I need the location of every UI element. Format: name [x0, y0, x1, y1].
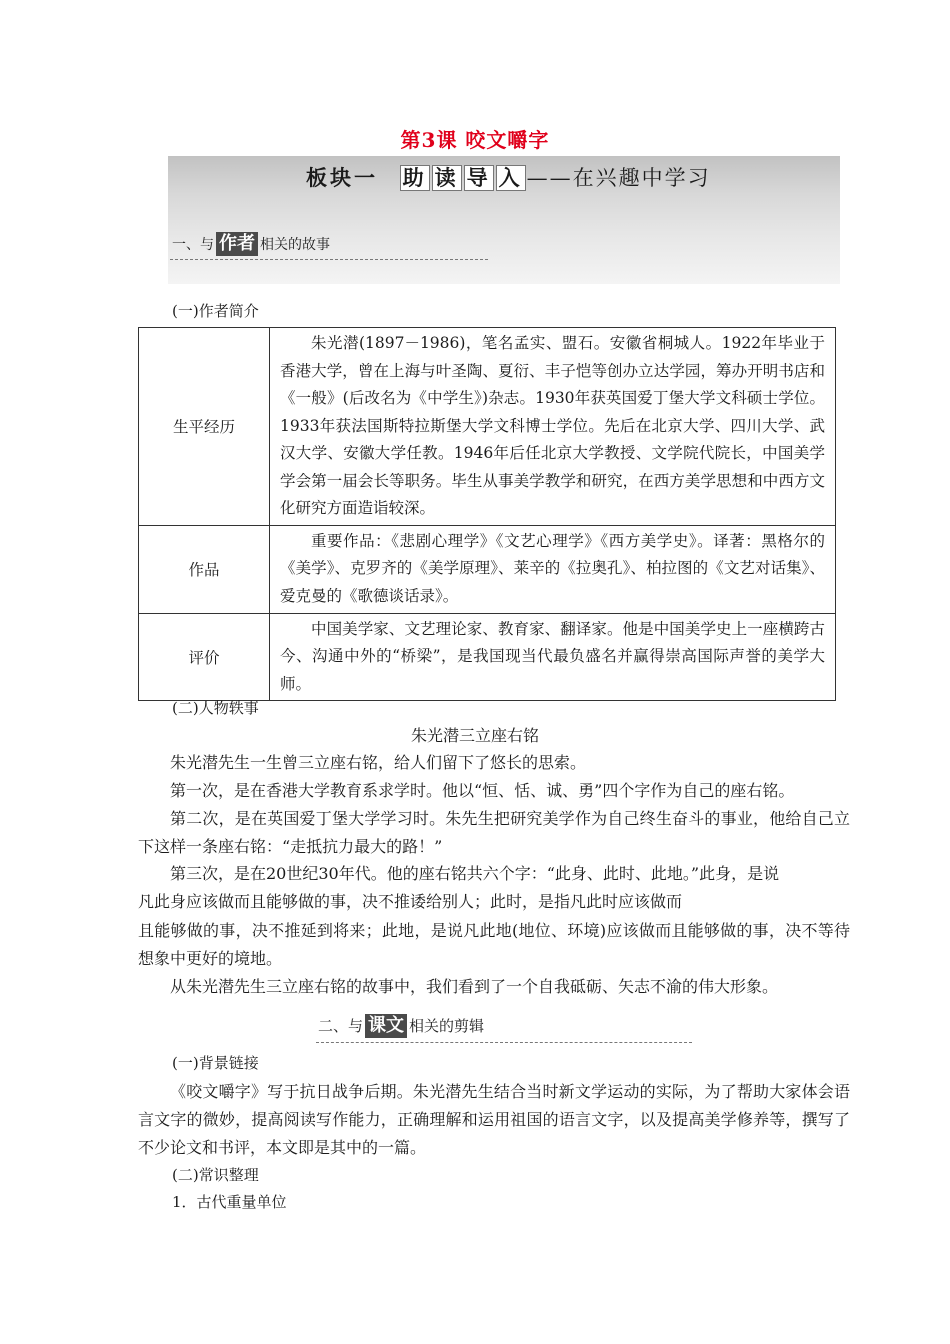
anecdote-label: (二)人物轶事	[172, 699, 259, 717]
section-heading-author: 一、与 作者 相关的故事	[172, 233, 330, 254]
banner-subtitle: 在兴趣中学习	[572, 166, 711, 190]
table-row	[139, 328, 836, 526]
anecdote-paragraph: 且能够做的事，决不推延到将来；此地，是说凡此地(地位、环境)应该做而且能够做的事，决不等待想象中更好的境地。	[138, 921, 850, 968]
background-label: (一)背景链接	[172, 1054, 259, 1072]
anecdote-paragraph: 朱光潜先生一生曾三立座右铭，给人们留下了悠长的思索。	[170, 753, 587, 772]
table-row	[139, 525, 836, 613]
intro-label: (一)作者简介	[172, 302, 259, 320]
anecdote-paragraph: 第一次，是在香港大学教育系求学时。他以“恒、恬、诚、勇”四个字作为自己的座右铭。	[170, 781, 795, 800]
table-value: 中国美学家、文艺理论家、教育家、翻译家。他是中国美学史上一座横跨古今、沟通中外的“桥梁”，是我国现当代最负盛名并赢得崇高国际声誉的美学大师。	[270, 613, 836, 701]
table-key: 生平经历	[139, 328, 270, 526]
table-key: 评价	[139, 613, 270, 701]
banner-title	[306, 162, 711, 192]
list-item: 1．古代重量单位	[172, 1193, 287, 1211]
banner-char: 读	[432, 165, 462, 191]
background-paragraph: 《咬文嚼字》写于抗日战争后期。朱光潜先生结合当时新文学运动的实际，为了帮助大家体会语言文字的微妙，提高阅读写作能力，正确理解和运用祖国的语言文字，以及提高美学修养等，撰写了不少论文和书评，本文即是其中的一篇。	[138, 1082, 850, 1157]
anecdote-paragraph: 第二次，是在英国爱丁堡大学学习时。朱先生把研究美学作为自己终生奋斗的事业，他给自己立下这样一条座右铭：“走抵抗力最大的路！”	[138, 809, 850, 856]
anecdote-line: 凡此身应该做而且能够做的事，决不推诿给别人；此时，是指凡此时应该做而	[138, 892, 683, 911]
lesson-title: 第3课 咬文嚼字	[400, 128, 550, 152]
anecdote-title: 朱光潜三立座右铭	[410, 726, 539, 745]
author-bio-table	[138, 327, 836, 701]
section-divider	[316, 1042, 692, 1043]
anecdote-paragraph: 从朱光潜先生三立座右铭的故事中，我们看到了一个自我砥砺、矢志不渝的伟大形象。	[170, 977, 779, 996]
banner-char: 导	[464, 165, 494, 191]
anecdote-line: 第三次，是在20世纪30年代。他的座右铭共六个字：“此身、此时、此地。”此身，是说	[170, 864, 780, 883]
banner-char: 入	[496, 165, 526, 191]
section-heading-text: 二、与 课文 相关的剪辑	[318, 1015, 485, 1036]
table-row	[139, 613, 836, 701]
table-value: 朱光潜(1897－1986)，笔名孟实、盟石。安徽省桐城人。1922年毕业于香港大学，曾在上海与叶圣陶、夏衍、丰子恺等创办立达学园，筹办开明书店和《一般》(后改名为《中学生》)杂志。1930年获英国爱丁堡大学文科硕士学位。1933年获法国斯特拉斯堡大学文科博士学位。先后在北京大学、四川大学、武汉大学、安徽大学任教。1946年后任北京大学教授、文学院代院长，中国美学学会第一届会长等职务。毕生从事美学教学和研究，在西方美学思想和中西方文化研究方面造诣较深。	[270, 328, 836, 526]
section-tag: 课文	[365, 1014, 407, 1038]
section-divider	[170, 259, 488, 260]
banner-dash: ——	[526, 166, 573, 190]
knowledge-label: (二)常识整理	[172, 1166, 259, 1184]
table-key: 作品	[139, 525, 270, 613]
table-value: 重要作品：《悲剧心理学》《文艺心理学》《西方美学史》。译著：黑格尔的《美学》、克罗齐的《美学原理》、莱辛的《拉奥孔》、柏拉图的《文艺对话集》、爱克曼的《歌德谈话录》。	[270, 525, 836, 613]
banner-prefix: 板块一	[306, 165, 378, 190]
banner-char: 助	[400, 165, 430, 191]
section-tag: 作者	[216, 232, 258, 256]
